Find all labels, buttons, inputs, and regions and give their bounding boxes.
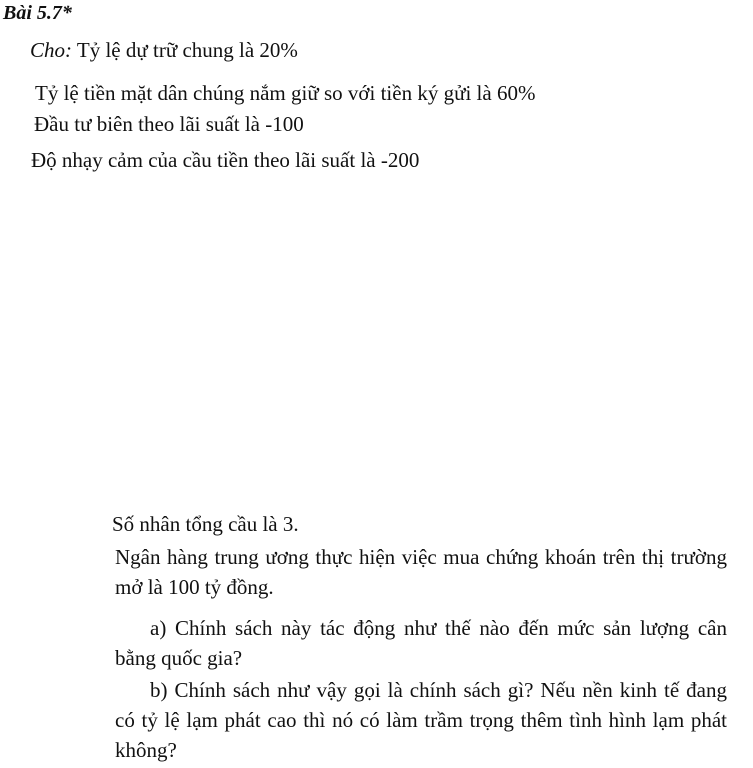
aggregate-demand-multiplier: Số nhân tổng cầu là 3.	[112, 512, 299, 536]
given-line-reserve-ratio	[30, 38, 298, 62]
given-reserve-ratio: Tỷ lệ dự trữ chung là 20%	[76, 38, 298, 62]
open-market-policy-statement: Ngân hàng trung ương thực hiện việc mua chứng khoán trên thị trường mở là 100 tỷ đồng.	[115, 545, 727, 599]
question-b: b) Chính sách như vậy gọi là chính sách gì? Nếu nền kinh tế đang có tỷ lệ lạm phát cao thì nó có làm trầm trọng thêm tình hình lạm phát không?	[115, 678, 727, 762]
given-money-demand-sensitivity: Độ nhạy cảm của cầu tiền theo lãi suất là -200	[31, 148, 420, 172]
given-currency-deposit-ratio: Tỷ lệ tiền mặt dân chúng nắm giữ so với tiền ký gửi là 60%	[35, 81, 536, 105]
given-lead: Cho:	[30, 38, 72, 62]
question-a: a) Chính sách này tác động như thế nào đến mức sản lượng cân bằng quốc gia?	[115, 616, 727, 670]
problem-title: Bài 5.7*	[3, 2, 72, 24]
given-marginal-investment: Đầu tư biên theo lãi suất là -100	[34, 112, 304, 136]
